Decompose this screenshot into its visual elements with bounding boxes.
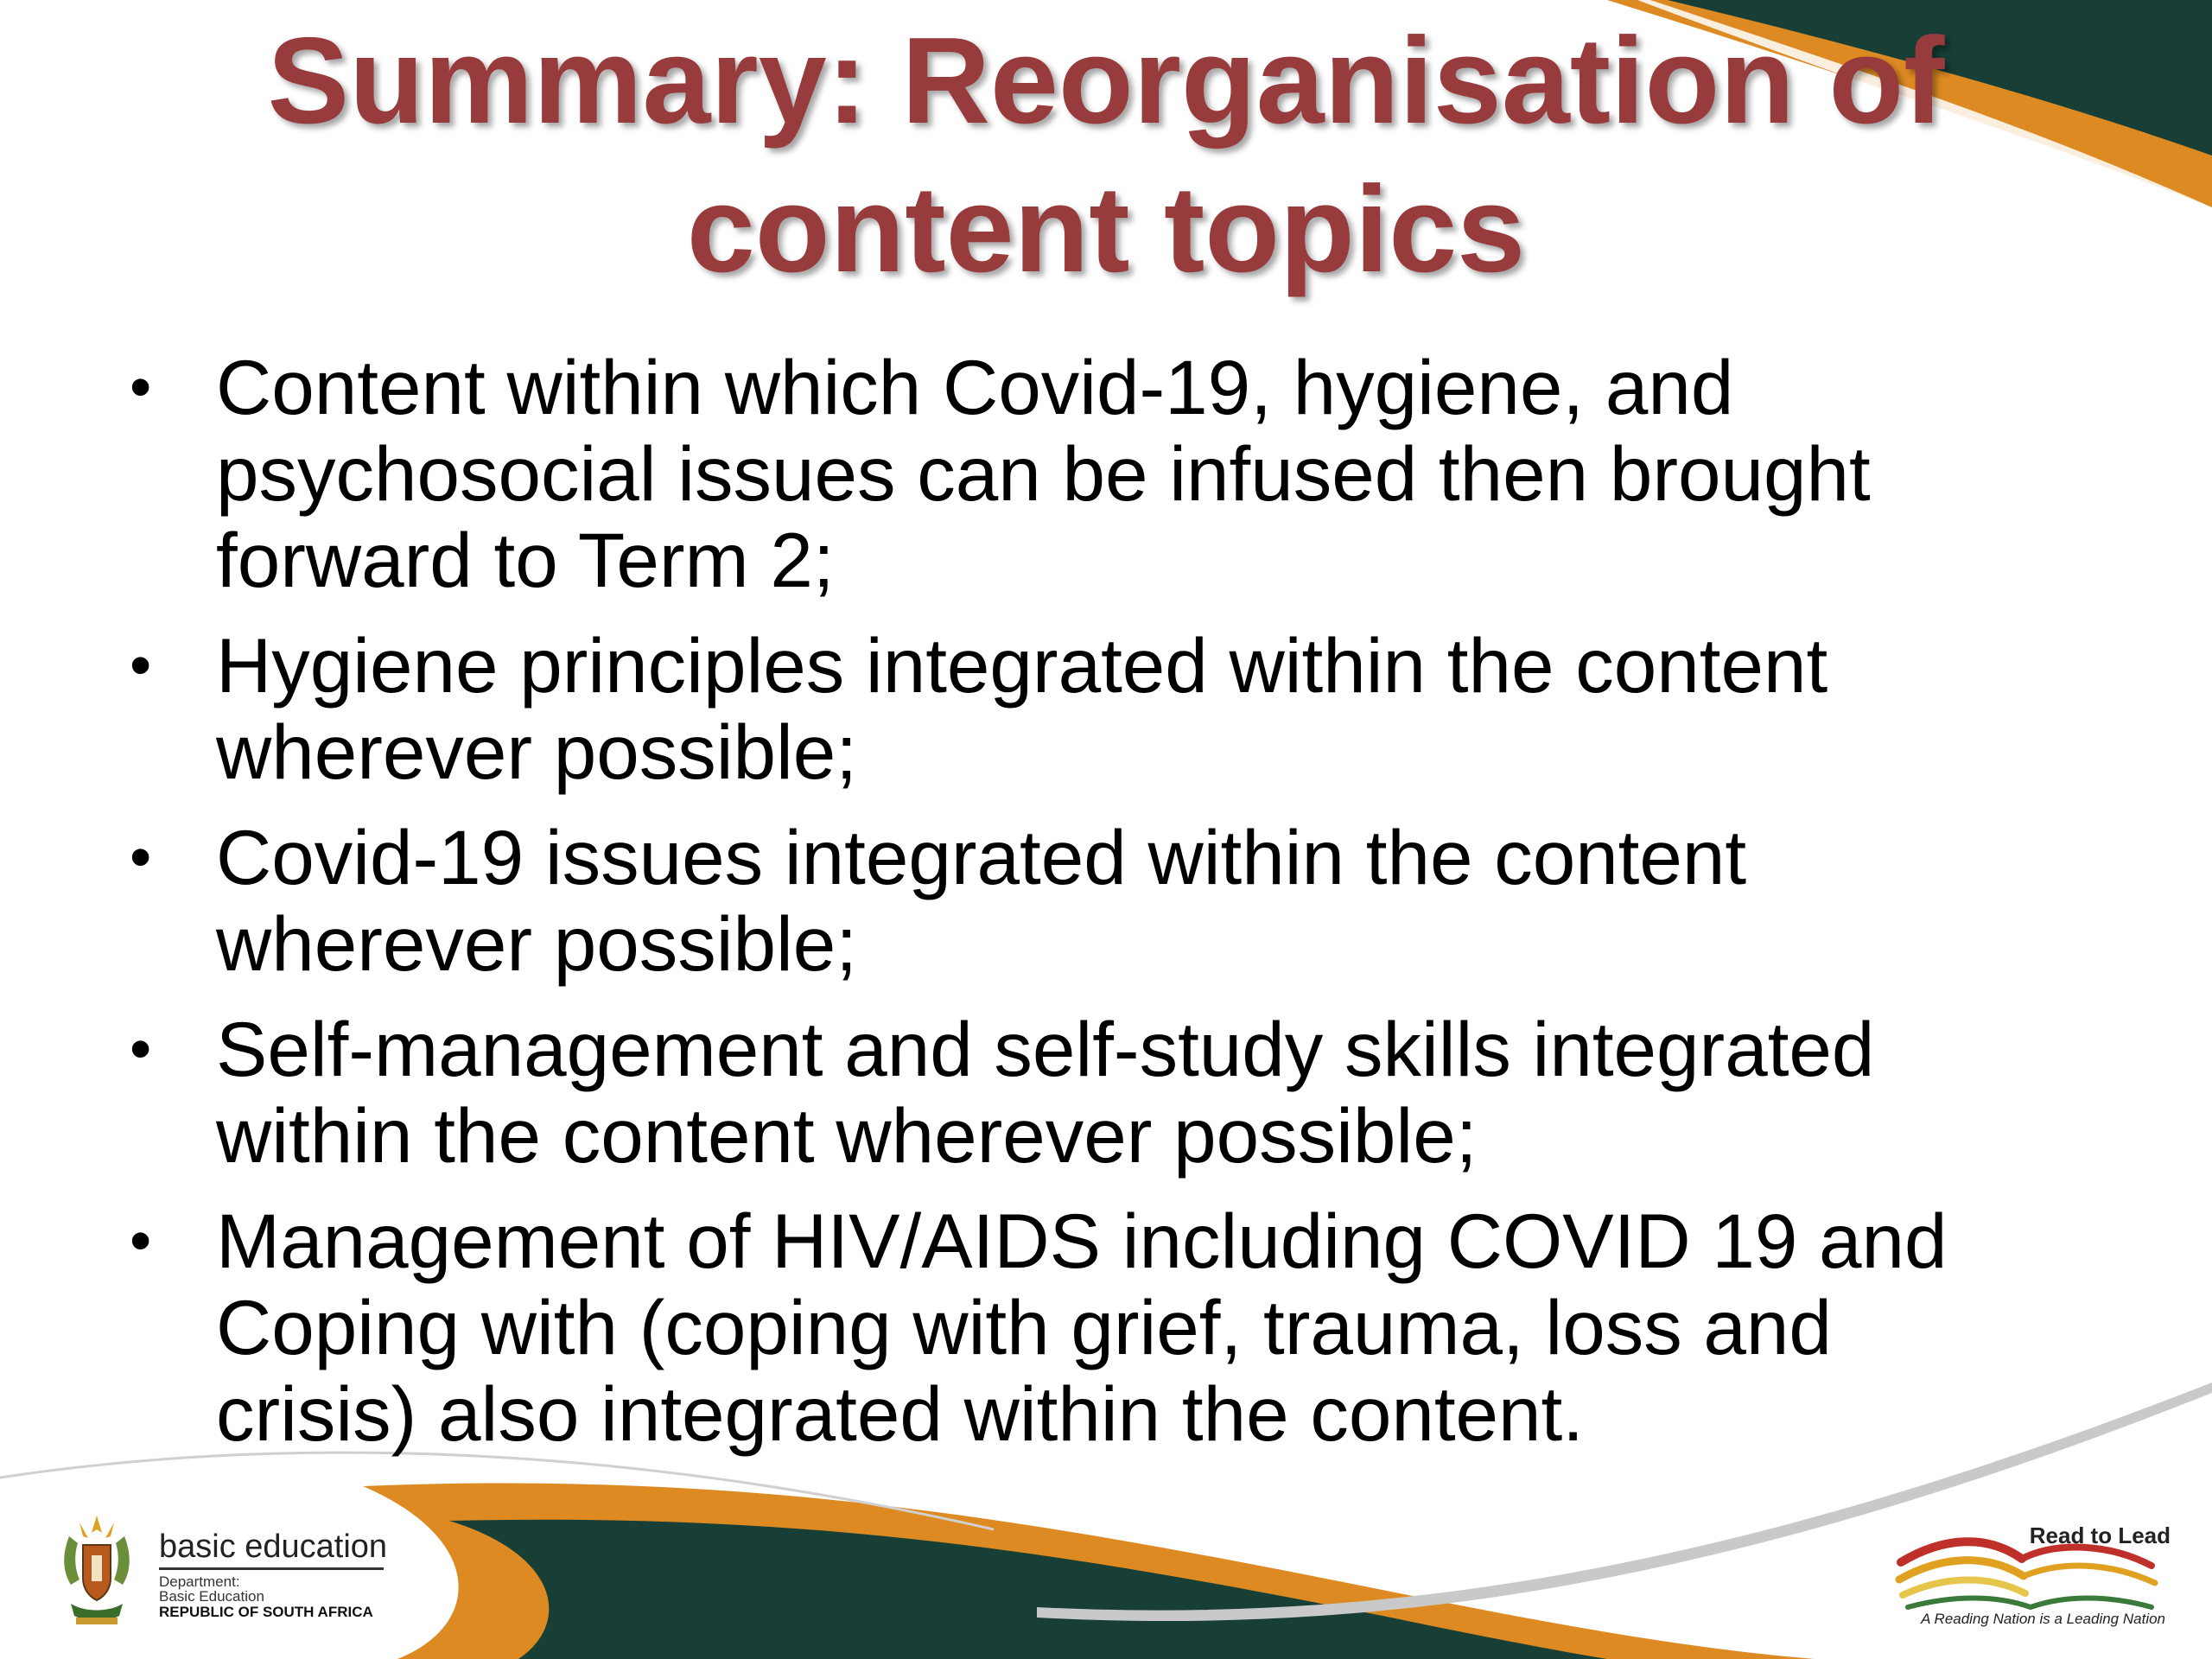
- bullet-item: [130, 622, 2074, 795]
- bullet-item: [130, 1198, 2074, 1457]
- bullet-dot: •: [130, 823, 152, 892]
- bullet-text: Covid-19 issues integrated within the content wherever possible;: [216, 814, 1747, 987]
- dbe-divider: [159, 1567, 384, 1570]
- bullet-text: Hygiene principles integrated within the content wherever possible;: [216, 622, 1828, 795]
- bullet-text: Content within which Covid-19, hygiene, and psychosocial issues can be infused then brought forward to Term 2;: [216, 344, 1871, 603]
- dbe-line-2: Basic Education: [159, 1588, 264, 1605]
- bullet-list: [130, 344, 2074, 1476]
- dbe-logo: [45, 1510, 408, 1631]
- dbe-country: REPUBLIC OF SOUTH AFRICA: [159, 1604, 373, 1620]
- bullet-text: Management of HIV/AIDS including COVID 19 and Coping with (coping with grief, trauma, loss and crisis) also integrated within the content.: [216, 1198, 1948, 1457]
- read-to-lead-logo: [1892, 1510, 2177, 1640]
- read-to-lead-tagline: A Reading Nation is a Leading Nation: [1921, 1611, 2165, 1627]
- bullet-dot: •: [130, 1206, 152, 1275]
- read-to-lead-title: Read to Lead: [2029, 1522, 2171, 1548]
- bullet-item: [130, 1006, 2074, 1179]
- dbe-line-1: Department:: [159, 1573, 240, 1590]
- bullet-dot: •: [130, 353, 152, 422]
- slide-title: [138, 7, 2074, 304]
- slide-title-line-1: Summary: Reorganisation of: [267, 12, 1945, 149]
- bullet-item: [130, 814, 2074, 987]
- bullet-dot: •: [130, 631, 152, 700]
- dbe-name: basic education: [159, 1529, 388, 1565]
- slide-title-line-2: content topics: [686, 161, 1526, 298]
- coat-of-arms-icon: [45, 1510, 149, 1630]
- bullet-dot: •: [130, 1014, 152, 1084]
- bullet-text: Self-management and self-study skills integrated within the content wherever possible;: [216, 1006, 1875, 1179]
- bullet-item: [130, 344, 2074, 603]
